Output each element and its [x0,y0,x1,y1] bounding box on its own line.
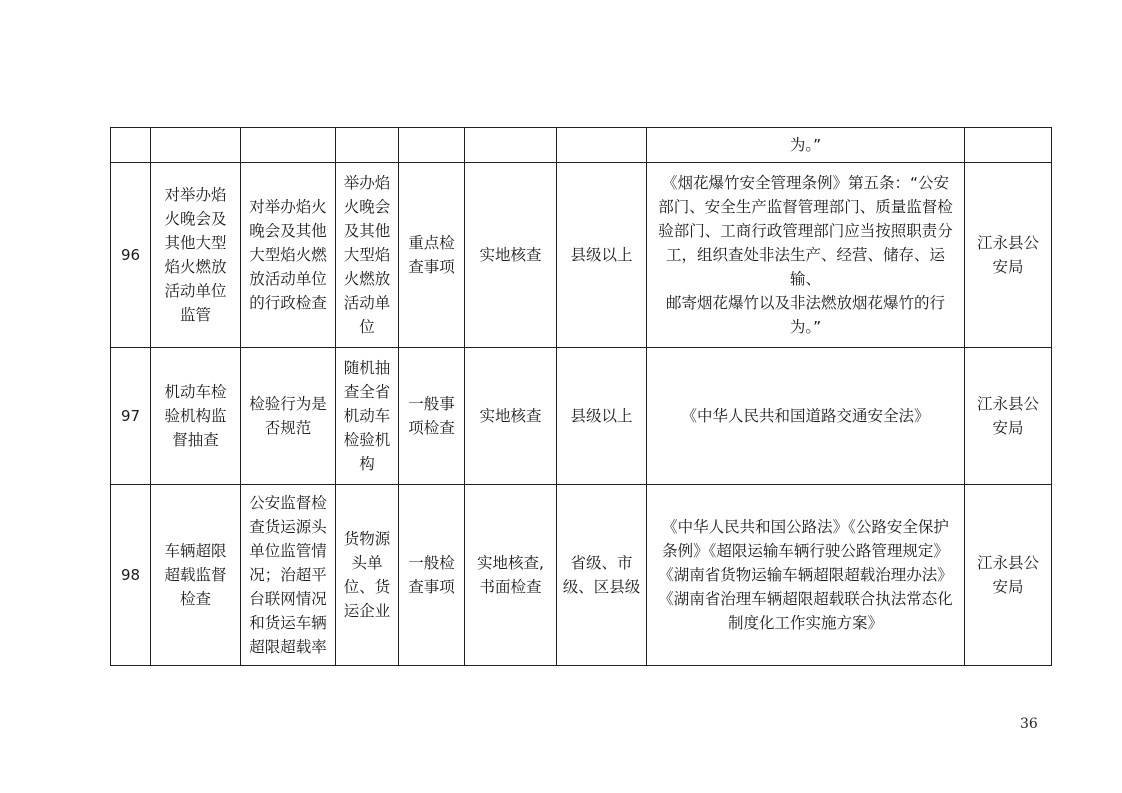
cell-item: 对举办焰 火晚会及 其他大型 焰火燃放 活动单位 监管 [151,163,241,348]
cell-object [336,128,399,163]
cell-object: 货物源 头单 位、货 运企业 [336,485,399,666]
table-row-continuation [111,128,1052,163]
cell-level: 县级以上 [557,163,647,348]
cell-content [241,128,336,163]
cell-no [111,128,151,163]
cell-no: 98 [111,485,151,666]
cell-level: 县级以上 [557,348,647,485]
cell-agency: 江永县公 安局 [965,348,1052,485]
cell-item: 车辆超限 超载监督 检查 [151,485,241,666]
cell-method: 实地核查 [465,348,557,485]
cell-no: 97 [111,348,151,485]
cell-level [557,128,647,163]
cell-basis: 《中华人民共和国道路交通安全法》 [647,348,965,485]
cell-content: 公安监督检 查货运源头 单位监管情 况；治超平 台联网情况 和货运车辆 超限超载率 [241,485,336,666]
inspection-items-table [110,127,1052,666]
cell-basis: 《烟花爆竹安全管理条例》第五条：“公安 部门、安全生产监督管理部门、质量监督检 验部门、工商行政管理部门应当按照职责分 工，组织查处非法生产、经营、储存、运输、 邮寄烟花爆竹以及非法燃放烟花爆竹的行 为。” [647,163,965,348]
cell-category: 一般检 查事项 [399,485,465,666]
cell-object: 举办焰 火晚会 及其他 大型焰 火燃放 活动单 位 [336,163,399,348]
cell-agency: 江永县公 安局 [965,485,1052,666]
cell-category: 一般事 项检查 [399,348,465,485]
table-row [111,348,1052,485]
cell-agency [965,128,1052,163]
cell-method [465,128,557,163]
cell-level: 省级、市 级、区县级 [557,485,647,666]
table-row [111,163,1052,348]
cell-category [399,128,465,163]
cell-content: 检验行为是 否规范 [241,348,336,485]
cell-no: 96 [111,163,151,348]
table-row [111,485,1052,666]
cell-agency: 江永县公 安局 [965,163,1052,348]
cell-item [151,128,241,163]
cell-content: 对举办焰火 晚会及其他 大型焰火燃 放活动单位 的行政检查 [241,163,336,348]
cell-basis: 为。” [647,128,965,163]
cell-basis: 《中华人民共和国公路法》《公路安全保护 条例》《超限运输车辆行驶公路管理规定》 《湖南省货物运输车辆超限超载治理办法》 《湖南省治理车辆超限超载联合执法常态化 制度化工作实施方案》 [647,485,965,666]
cell-category: 重点检 查事项 [399,163,465,348]
cell-item: 机动车检 验机构监 督抽查 [151,348,241,485]
page-number: 36 [1020,716,1038,732]
cell-method: 实地核查, 书面检查 [465,485,557,666]
cell-object: 随机抽 查全省 机动车 检验机 构 [336,348,399,485]
cell-method: 实地核查 [465,163,557,348]
